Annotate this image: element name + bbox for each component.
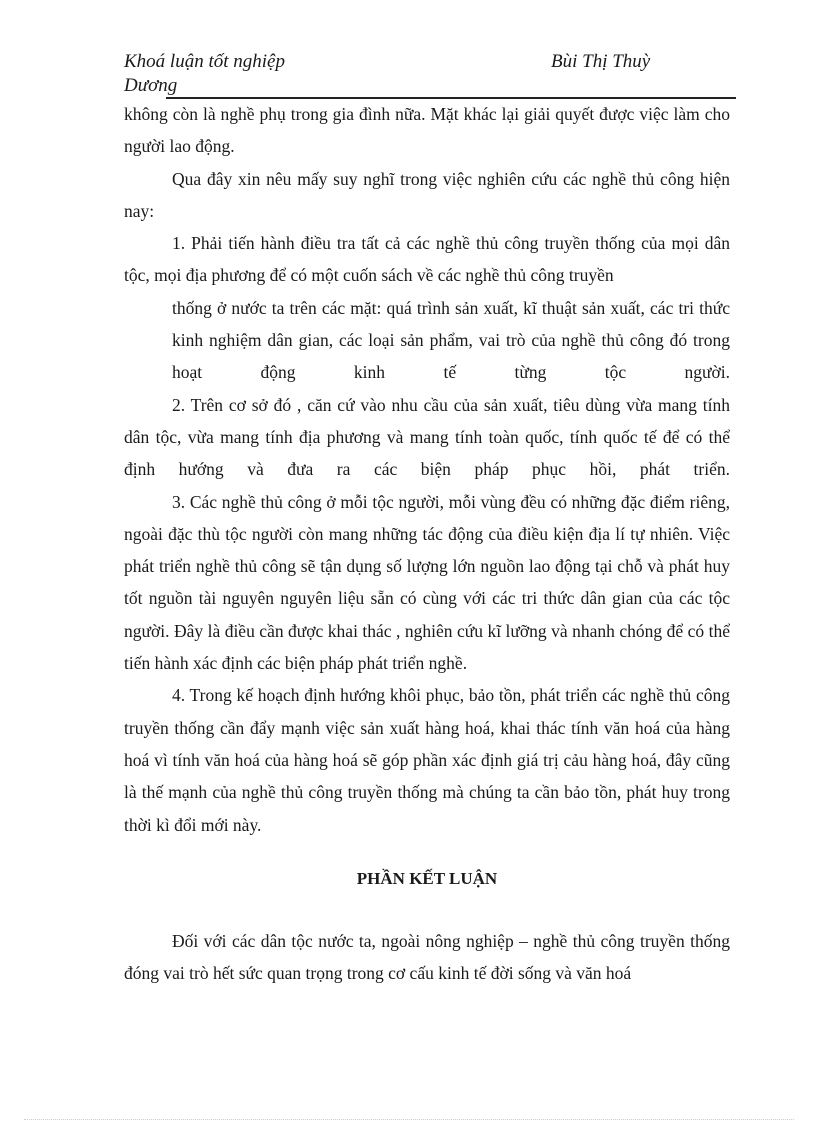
paragraph: không còn là nghề phụ trong gia đình nữa. Mặt khác lại giải quyết được việc làm cho người lao động. xyxy=(124,104,730,157)
list-item-1-continued: thống ở nước ta trên các mặt: quá trình sản xuất, kĩ thuật sản xuất, các tri thức kinh nghiệm dân gian, các loại sản phẩm, vai trò của nghề thủ công đó trong hoạt động kinh tế từng tộc người. xyxy=(172,297,730,383)
list-item-4: 4. Trong kế hoạch định hướng khôi phục, bảo tồn, phát triển các nghề thủ công truyền thống cần đẩy mạnh việc sản xuất hàng hoá, khai thác tính văn hoá của hàng hoá vì tính văn hoá của hàng hoá sẽ góp phần xác định giá trị cảu hàng hoá, đây cũng là thế mạnh của nghề thủ công truyền thống mà chúng ta cần bảo tồn, phát huy trong thời kì đổi mới này. xyxy=(124,685,730,835)
document-body xyxy=(124,98,730,990)
paragraph: Qua đây xin nêu mấy suy nghĩ trong việc nghiên cứu các nghề thủ công hiện nay: xyxy=(124,168,730,221)
header-author-continued: Dương xyxy=(124,75,178,96)
list-item-2: 2. Trên cơ sở đó , căn cứ vào nhu cầu của sản xuất, tiêu dùng vừa mang tính dân tộc, vừa mang tính địa phương và mang tính toàn quốc, tính quốc tế để có thể định hướng và đưa ra các biện pháp phục hồi, phát triển. xyxy=(124,394,730,480)
list-item-3: 3. Các nghề thủ công ở mỗi tộc người, mỗi vùng đều có những đặc điểm riêng, ngoài đặc thù tộc người còn mang những tác động của điều kiện địa lí tự nhiên. Việc phát triển nghề thủ công sẽ tận dụng số lượng lớn nguồn lao động tại chỗ và phát huy tốt nguồn tài nguyên nguyên liệu sẵn có cùng với các tri thức dân gian của các tộc người. Đây là điều cần được khai thác , nghiên cứu kĩ lưỡng và nhanh chóng để có thể tiến hành xác định các biện pháp phát triển nghề. xyxy=(124,491,730,674)
page-bottom-border xyxy=(24,1119,794,1120)
list-item-1: 1. Phải tiến hành điều tra tất cả các nghề thủ công truyền thống của mọi dân tộc, mọi địa phương để có một cuốn sách về các nghề thủ công truyền xyxy=(124,233,730,286)
header-title: Khoá luận tốt nghiệp xyxy=(124,51,285,72)
paragraph: Đối với các dân tộc nước ta, ngoài nông nghiệp – nghề thủ công truyền thống đóng vai trò hết sức quan trọng trong cơ cấu kinh tế đời sống và văn hoá xyxy=(124,931,730,984)
section-heading: PHẦN KẾT LUẬN xyxy=(356,868,498,888)
header-author: Bùi Thị Thuỳ xyxy=(551,51,651,72)
